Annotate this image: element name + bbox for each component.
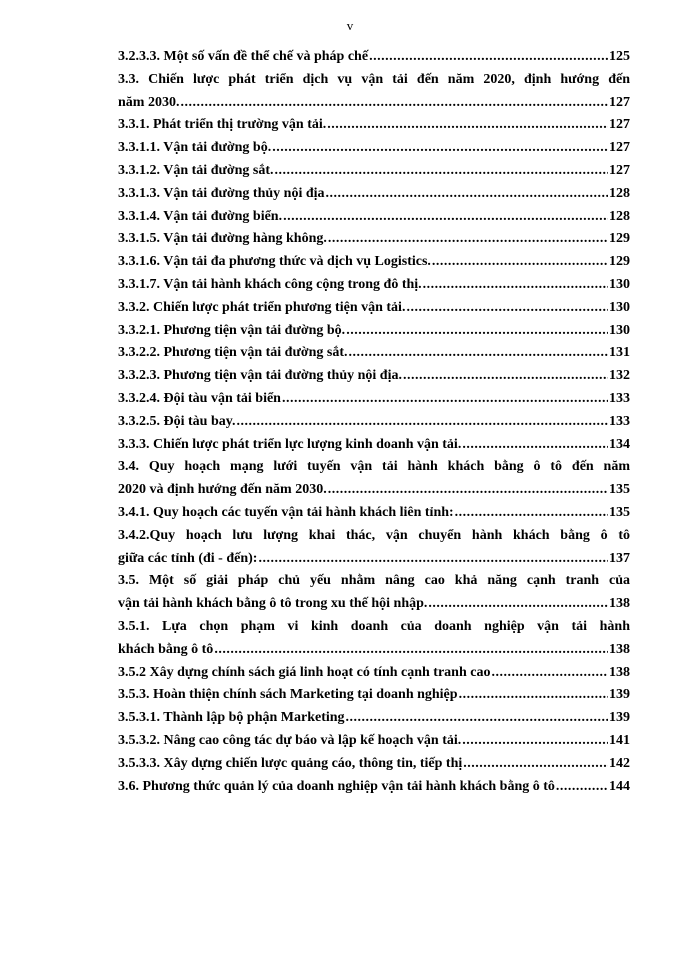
toc-entry-page: 130 (609, 299, 630, 315)
dot-leader (282, 388, 608, 411)
dot-leader (462, 730, 608, 753)
toc-entry[interactable] (118, 411, 630, 434)
toc-entry-page: 127 (609, 140, 630, 156)
toc-entry-title: 3.5.2 Xây dựng chính sách giá linh hoạt có tính cạnh tranh cao (118, 664, 491, 680)
page-number: v (346, 18, 354, 33)
dot-leader (455, 502, 608, 525)
toc-entry[interactable] (118, 365, 630, 388)
dot-leader (459, 684, 608, 707)
toc-entry-title: 3.3.3. Chiến lược phát triển lực lượng kinh doanh vận tải. (118, 436, 462, 452)
toc-entry[interactable] (118, 730, 630, 753)
toc-entry-title: 3.2.3.3. Một số vấn đề thể chế và pháp chế (118, 49, 369, 64)
toc-entry-title: 3.4.1. Quy hoạch các tuyến vận tải hành khách liên tỉnh: (118, 504, 454, 520)
toc-entry-title: khách bằng ô tô (118, 641, 214, 657)
toc-entry-page: 130 (609, 322, 630, 338)
toc-entry-title: 3.3.2.2. Phương tiện vận tải đường sắt. (118, 345, 348, 361)
toc-entry-title: 2020 và định hướng đến năm 2030. (118, 482, 327, 498)
toc-entry-page: 131 (609, 345, 630, 361)
toc-entry[interactable] (118, 616, 630, 662)
dot-leader (428, 593, 608, 616)
toc-entry-page: 130 (609, 276, 630, 292)
toc-entry-title: 3.5.3. Hoàn thiện chính sách Marketing tại doanh nghiệp (118, 687, 458, 703)
dot-leader (346, 707, 608, 730)
dot-leader (283, 206, 608, 229)
dot-leader (346, 320, 608, 343)
toc-entry-title: 3.3.2.1. Phương tiện vận tải đường bộ. (118, 322, 346, 338)
toc-entry-page: 127 (609, 117, 630, 133)
dot-leader (328, 479, 608, 502)
dot-leader (275, 160, 608, 183)
toc-entry[interactable] (118, 114, 630, 137)
toc-entry-page: 135 (609, 504, 630, 520)
toc-entry-title: 3.3.1. Phát triển thị trường vận tải. (118, 117, 327, 133)
toc-entry-title: 3.3.1.5. Vận tải đường hàng không. (118, 231, 327, 247)
toc-entry-title: 3.3.1.4. Vận tải đường biển. (118, 208, 283, 224)
toc-entry[interactable] (118, 297, 630, 320)
toc-entry[interactable] (118, 160, 630, 183)
toc-entry-page: 142 (609, 755, 630, 771)
toc-entry-title: 3.5.3.1. Thành lập bộ phận Marketing (118, 710, 345, 726)
toc-entry[interactable] (118, 753, 630, 776)
toc-entry-title: 3.3.1.2. Vận tải đường sắt. (118, 162, 274, 178)
toc-entry-page: 139 (609, 710, 630, 726)
toc-entry-page: 139 (609, 687, 630, 703)
toc-entry[interactable] (118, 69, 630, 115)
toc-entry-page: 137 (609, 550, 630, 566)
toc-entry[interactable] (118, 707, 630, 730)
toc-entry-page: 128 (609, 208, 630, 224)
dot-leader (463, 753, 608, 776)
toc-entry[interactable] (118, 456, 630, 502)
toc-entry-title: 3.3.2. Chiến lược phát triển phương tiện vận tải. (118, 299, 406, 315)
dot-leader (214, 639, 608, 662)
toc-entry-title: 3.5.3.3. Xây dựng chiến lược quảng cáo, thông tin, tiếp thị (118, 755, 463, 771)
toc-entry-page: 135 (609, 482, 630, 498)
toc-entry-page: 133 (609, 390, 630, 406)
toc-entry[interactable] (118, 502, 630, 525)
toc-entry-title: 3.3.1.1. Vận tải đường bộ. (118, 140, 272, 156)
toc-entry[interactable] (118, 183, 630, 206)
toc-entry[interactable] (118, 570, 630, 616)
toc-entry[interactable] (118, 137, 630, 160)
dot-leader (406, 297, 608, 320)
dot-leader (369, 46, 608, 69)
table-of-contents (118, 46, 630, 798)
dot-leader (556, 776, 608, 799)
toc-entry-title: 3.3.1.7. Vận tải hành khách công cộng trong đô thị. (118, 276, 422, 292)
toc-entry[interactable] (118, 525, 630, 571)
toc-entry-title: giữa các tỉnh (đi - đến): (118, 550, 258, 566)
toc-entry-title-line: 3.4.2.Quy hoạch lưu lượng khai thác, vận chuyển hành khách bằng ô tô (118, 527, 630, 543)
toc-entry-page: 132 (609, 368, 630, 384)
toc-entry-title: 3.3.2.5. Đội tàu bay. (118, 413, 236, 429)
toc-entry-title: 3.3.1.6. Vận tải đa phương thức và dịch vụ Logistics. (118, 254, 431, 270)
toc-entry-title: vận tải hành khách bằng ô tô trong xu thế hội nhập. (118, 596, 428, 612)
toc-entry[interactable] (118, 46, 630, 69)
toc-entry-page: 138 (609, 664, 630, 680)
toc-entry-title: 3.3.2.3. Phương tiện vận tải đường thủy nội địa. (118, 368, 402, 384)
dot-leader (349, 342, 608, 365)
toc-entry-title: năm 2030. (118, 94, 180, 110)
toc-entry[interactable] (118, 662, 630, 685)
toc-entry-page: 134 (609, 436, 630, 452)
toc-entry[interactable] (118, 684, 630, 707)
toc-entry-page: 125 (609, 49, 630, 64)
toc-entry-page: 129 (609, 231, 630, 247)
toc-entry-page: 127 (609, 94, 630, 110)
dot-leader (326, 183, 608, 206)
dot-leader (328, 228, 608, 251)
toc-entry-page: 144 (609, 778, 630, 794)
toc-entry-page: 141 (609, 732, 630, 748)
toc-entry-page: 133 (609, 413, 630, 429)
toc-entry[interactable] (118, 274, 630, 297)
toc-entry-title: 3.3.1.3. Vận tải đường thủy nội địa (118, 185, 325, 201)
toc-entry-title-line: 3.5.1. Lựa chọn phạm vi kinh doanh của doanh nghiệp vận tải hành (118, 618, 630, 634)
toc-entry-title-line: 3.3. Chiến lược phát triển dịch vụ vận tải đến năm 2020, định hướng đến (118, 71, 630, 87)
dot-leader (491, 662, 608, 685)
toc-entry-page: 138 (609, 641, 630, 657)
dot-leader (236, 411, 608, 434)
toc-entry-title-line: 3.4. Quy hoạch mạng lưới tuyến vận tải hành khách bằng ô tô đến năm (118, 459, 630, 475)
toc-entry[interactable] (118, 776, 630, 799)
toc-entry[interactable] (118, 228, 630, 251)
toc-entry-title: 3.6. Phương thức quản lý của doanh nghiệp vận tải hành khách bằng ô tô (118, 778, 555, 794)
dot-leader (258, 548, 608, 571)
dot-leader (423, 274, 608, 297)
dot-leader (272, 137, 608, 160)
dot-leader (462, 434, 608, 457)
toc-entry[interactable] (118, 251, 630, 274)
toc-entry[interactable] (118, 434, 630, 457)
dot-leader (327, 114, 608, 137)
toc-entry-page: 128 (609, 185, 630, 201)
toc-entry[interactable] (118, 342, 630, 365)
toc-entry-page: 138 (609, 596, 630, 612)
toc-entry-title-line: 3.5. Một số giải pháp chủ yếu nhằm nâng cao khả năng cạnh tranh của (118, 573, 630, 589)
dot-leader (180, 92, 608, 115)
toc-entry[interactable] (118, 206, 630, 229)
dot-leader (403, 365, 608, 388)
toc-entry[interactable] (118, 320, 630, 343)
toc-entry[interactable] (118, 388, 630, 411)
toc-entry-title: 3.3.2.4. Đội tàu vận tải biển (118, 390, 281, 406)
dot-leader (432, 251, 608, 274)
toc-entry-page: 127 (609, 162, 630, 178)
toc-entry-title: 3.5.3.2. Nâng cao công tác dự báo và lập kế hoạch vận tải. (118, 732, 462, 748)
toc-entry-page: 129 (609, 254, 630, 270)
